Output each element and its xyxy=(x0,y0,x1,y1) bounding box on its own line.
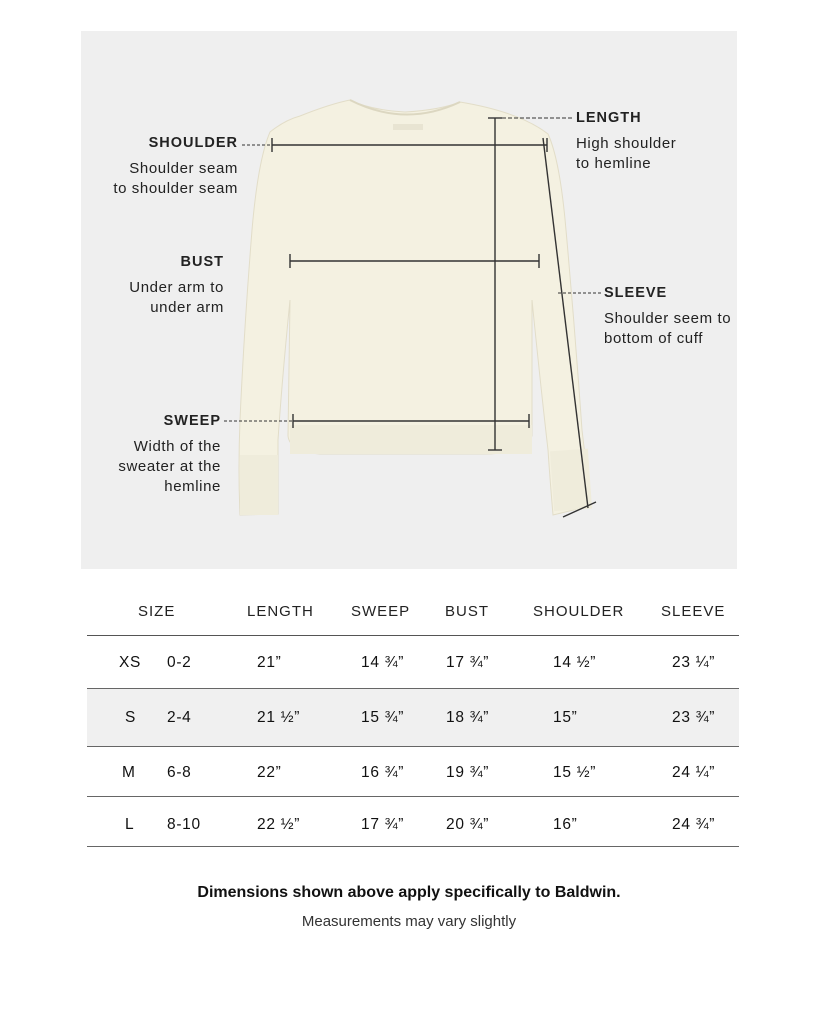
bust-cell: 18 ¾” xyxy=(446,709,490,726)
header-sweep: SWEEP xyxy=(351,603,411,620)
size-cell: M xyxy=(122,764,136,781)
header-bust: BUST xyxy=(445,603,490,620)
range-cell: 2-4 xyxy=(167,709,192,726)
sweep-cell: 15 ¾” xyxy=(361,709,405,726)
range-cell: 6-8 xyxy=(167,764,192,781)
shoulder-cell: 14 ½” xyxy=(553,654,597,671)
table-header xyxy=(87,592,739,636)
shoulder-desc-2: to shoulder seam xyxy=(113,180,238,197)
sweep-cell: 17 ¾” xyxy=(361,816,405,833)
range-cell: 0-2 xyxy=(167,654,192,671)
sweep-desc-1: Width of the xyxy=(133,438,221,455)
shoulder-cell: 16” xyxy=(553,816,578,833)
length-desc-1: High shoulder xyxy=(576,135,677,152)
shoulder-label xyxy=(113,133,238,199)
bust-desc-1: Under arm to xyxy=(129,279,224,296)
measurement-disclaimer: Measurements may vary slightly xyxy=(301,913,517,930)
sweep-label xyxy=(118,411,221,497)
length-cell: 21” xyxy=(257,654,282,671)
header-length: LENGTH xyxy=(247,603,314,620)
bust-desc-2: under arm xyxy=(150,299,224,316)
table-row xyxy=(87,747,739,797)
bust-cell: 17 ¾” xyxy=(446,654,490,671)
sleeve-cell: 23 ¾” xyxy=(672,709,716,726)
sweep-cell: 14 ¾” xyxy=(361,654,405,671)
shoulder-cell: 15” xyxy=(553,709,578,726)
sleeve-cell: 24 ¼” xyxy=(672,764,716,781)
shoulder-cell: 15 ½” xyxy=(553,764,597,781)
sleeve-cell: 23 ¼” xyxy=(672,654,716,671)
bust-cell: 19 ¾” xyxy=(446,764,490,781)
sweep-title: SWEEP xyxy=(163,413,221,429)
table-row xyxy=(87,636,739,689)
shoulder-title: SHOULDER xyxy=(148,135,238,151)
table-row xyxy=(87,689,739,747)
range-cell: 8-10 xyxy=(167,816,201,833)
size-cell: XS xyxy=(119,654,142,671)
length-cell: 22 ½” xyxy=(257,816,301,833)
sleeve-cell: 24 ¾” xyxy=(672,816,716,833)
sleeve-desc-1: Shoulder seem to xyxy=(604,310,732,327)
shoulder-desc-1: Shoulder seam xyxy=(129,160,238,177)
table-row xyxy=(87,797,739,847)
sleeve-desc-2: bottom of cuff xyxy=(604,330,704,347)
bust-label xyxy=(129,252,224,318)
header-sleeve: SLEEVE xyxy=(661,603,726,620)
sweep-desc-3: hemline xyxy=(164,478,221,495)
size-cell: L xyxy=(125,816,135,833)
length-cell: 21 ½” xyxy=(257,709,301,726)
fit-note: Dimensions shown above apply specifically to Baldwin. xyxy=(197,884,621,901)
sweep-desc-2: sweater at the xyxy=(118,458,221,475)
size-cell: S xyxy=(125,709,137,726)
bust-cell: 20 ¾” xyxy=(446,816,490,833)
sleeve-label xyxy=(604,283,731,349)
length-title: LENGTH xyxy=(576,110,642,126)
bust-title: BUST xyxy=(180,254,224,270)
header-shoulder: SHOULDER xyxy=(533,603,625,620)
length-cell: 22” xyxy=(257,764,282,781)
length-desc-2: to hemline xyxy=(576,155,652,172)
length-label xyxy=(576,108,676,174)
sleeve-title: SLEEVE xyxy=(604,285,668,301)
header-size: SIZE xyxy=(138,603,176,620)
sweep-cell: 16 ¾” xyxy=(361,764,405,781)
size-chart-table xyxy=(87,592,739,847)
